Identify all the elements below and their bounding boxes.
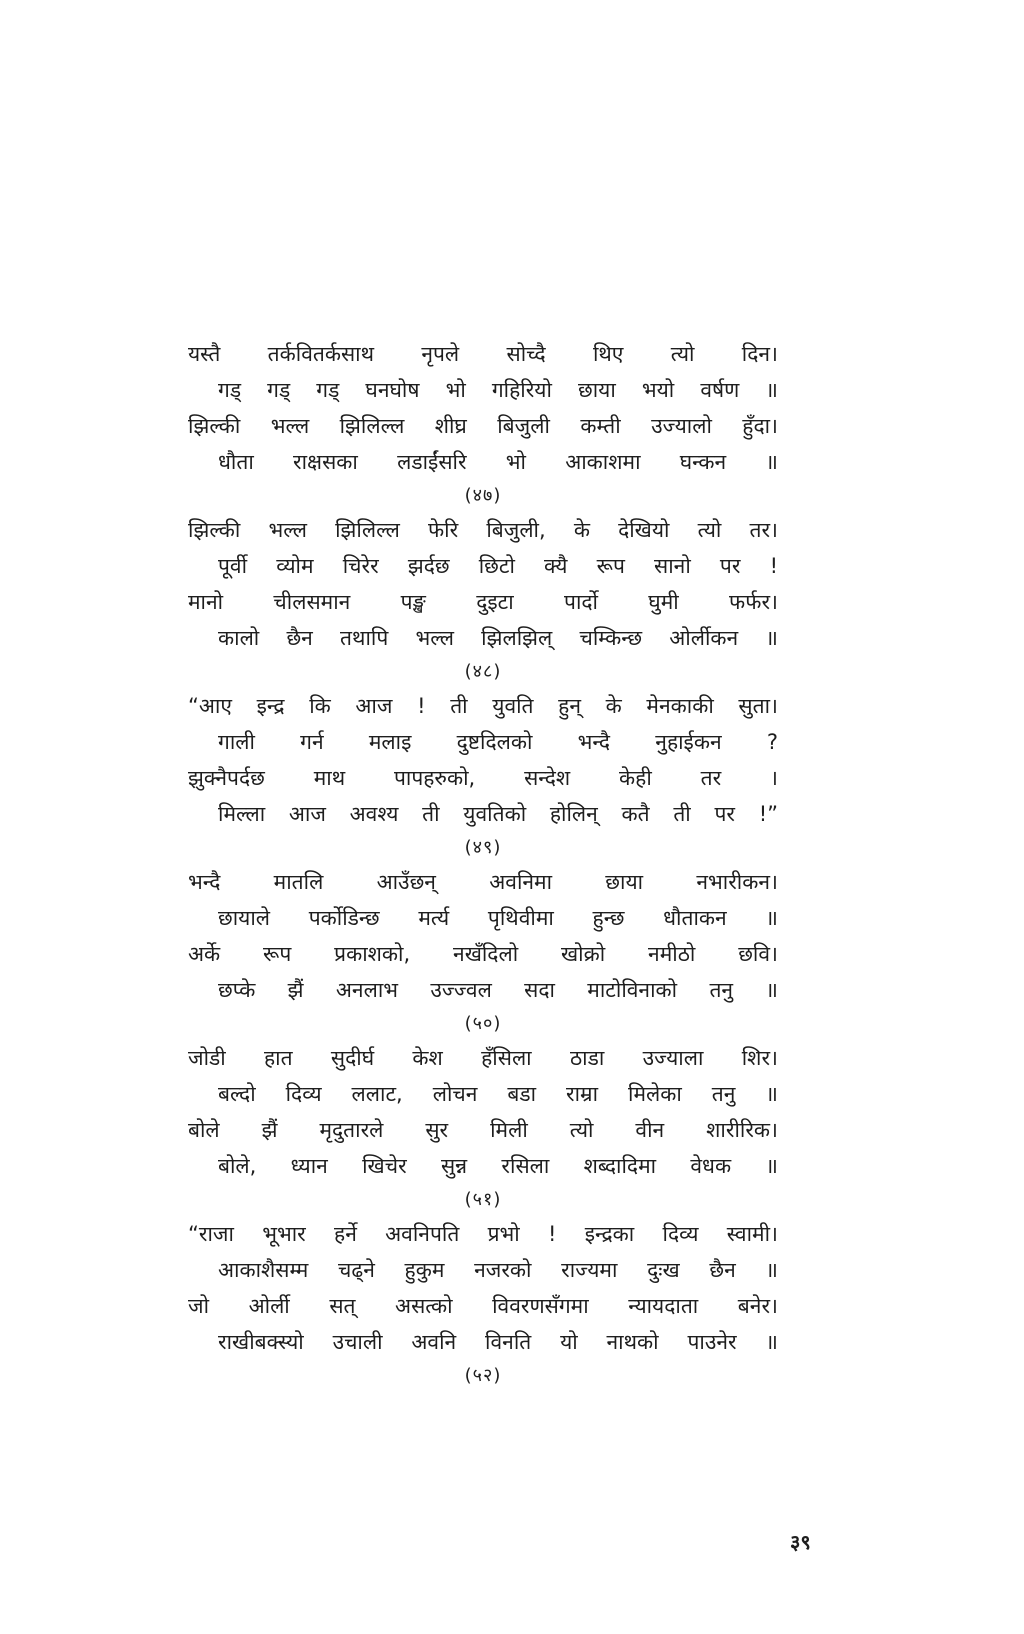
verse-line: जोडी हात सुदीर्घ केश हँसिला ठाडा उज्याला शिर।: [188, 1046, 778, 1070]
stanza-52: [188, 1216, 778, 1392]
verse-line: कालो छैन तथापि भल्ल झिलझिल् चम्किन्छ ओर्लीकन ॥: [218, 626, 778, 650]
verse-line: बोले, ध्यान खिचेर सुन्न रसिला शब्दादिमा वेधक ॥: [218, 1154, 778, 1178]
verse-line: यस्तै तर्कवितर्कसाथ नृपले सोच्दै थिए त्यो दिन।: [188, 342, 778, 366]
verse-line: “राजा भूभार हर्ने अवनिपति प्रभो ! इन्द्रका दिव्य स्वामी।: [188, 1222, 778, 1246]
stanza-number: (५१): [464, 1189, 502, 1210]
verse-line: बोले झैं मृदुतारले सुर मिली त्यो वीन शारीरिक।: [188, 1118, 778, 1142]
poem-body: [188, 336, 778, 1392]
verse-line: मानो चीलसमान पङ्ख दुइटा पार्दो घुमी फर्फर।: [188, 590, 778, 614]
verse-line: छायाले पर्कोडिन्छ मर्त्य पृथिवीमा हुन्छ धौताकन ॥: [218, 906, 778, 930]
verse-line: अर्के रूप प्रकाशको, नखँदिलो खोक्रो नमीठो छवि।: [188, 942, 778, 966]
verse-line: आकाशैसम्म चढ्ने हुकुम नजरको राज्यमा दुःख छैन ॥: [218, 1258, 778, 1282]
verse-line: गड् गड् गड् घनघोष भो गहिरियो छाया भयो वर्षण ॥: [218, 378, 778, 402]
stanza-49: [188, 688, 778, 864]
stanza-number: (४७): [464, 485, 502, 506]
page-number: ३९: [790, 1530, 811, 1554]
verse-line: बल्दो दिव्य ललाट, लोचन बडा राम्रा मिलेका तनु ॥: [218, 1082, 778, 1106]
verse-line: झुक्नैपर्दछ माथ पापहरुको, सन्देश केही तर ।: [188, 766, 778, 790]
verse-line: राखीबक्स्यो उचाली अवनि विनति यो नाथको पाउनेर ॥: [218, 1330, 778, 1354]
stanza-50: [188, 864, 778, 1040]
verse-line: भन्दै मातलि आउँछन् अवनिमा छाया नभारीकन।: [188, 870, 778, 894]
verse-line: झिल्की भल्ल झिलिल्ल फेरि बिजुली, के देखियो त्यो तर।: [188, 518, 778, 542]
stanza-47: [188, 336, 778, 512]
verse-line: झिल्की भल्ल झिलिल्ल शीघ्र बिजुली कम्ती उज्यालो हुँदा।: [188, 414, 778, 438]
verse-line: पूर्वी व्योम चिरेर झर्दछ छिटो क्यै रूप सानो पर !: [218, 554, 778, 578]
verse-line: “आए इन्द्र कि आज ! ती युवति हुन् के मेनकाकी सुता।: [188, 694, 778, 718]
stanza-number: (५०): [464, 1013, 502, 1034]
stanza-48: [188, 512, 778, 688]
verse-line: जो ओर्ली सत् असत्को विवरणसँगमा न्यायदाता बनेर।: [188, 1294, 778, 1318]
verse-line: मिल्ला आज अवश्य ती युवतिको होलिन् कतै ती पर !”: [218, 802, 778, 826]
stanza-number: (४९): [464, 837, 502, 858]
stanza-number: (५२): [464, 1365, 502, 1386]
verse-line: छप्के झैं अनलाभ उज्ज्वल सदा माटोविनाको तनु ॥: [218, 978, 778, 1002]
verse-line: गाली गर्न मलाइ दुष्टदिलको भन्दै नुहाईकन ?: [218, 730, 778, 754]
stanza-51: [188, 1040, 778, 1216]
verse-line: धौता राक्षसका लडाईंसरि भो आकाशमा घन्कन ॥: [218, 450, 778, 474]
stanza-number: (४८): [464, 661, 502, 682]
